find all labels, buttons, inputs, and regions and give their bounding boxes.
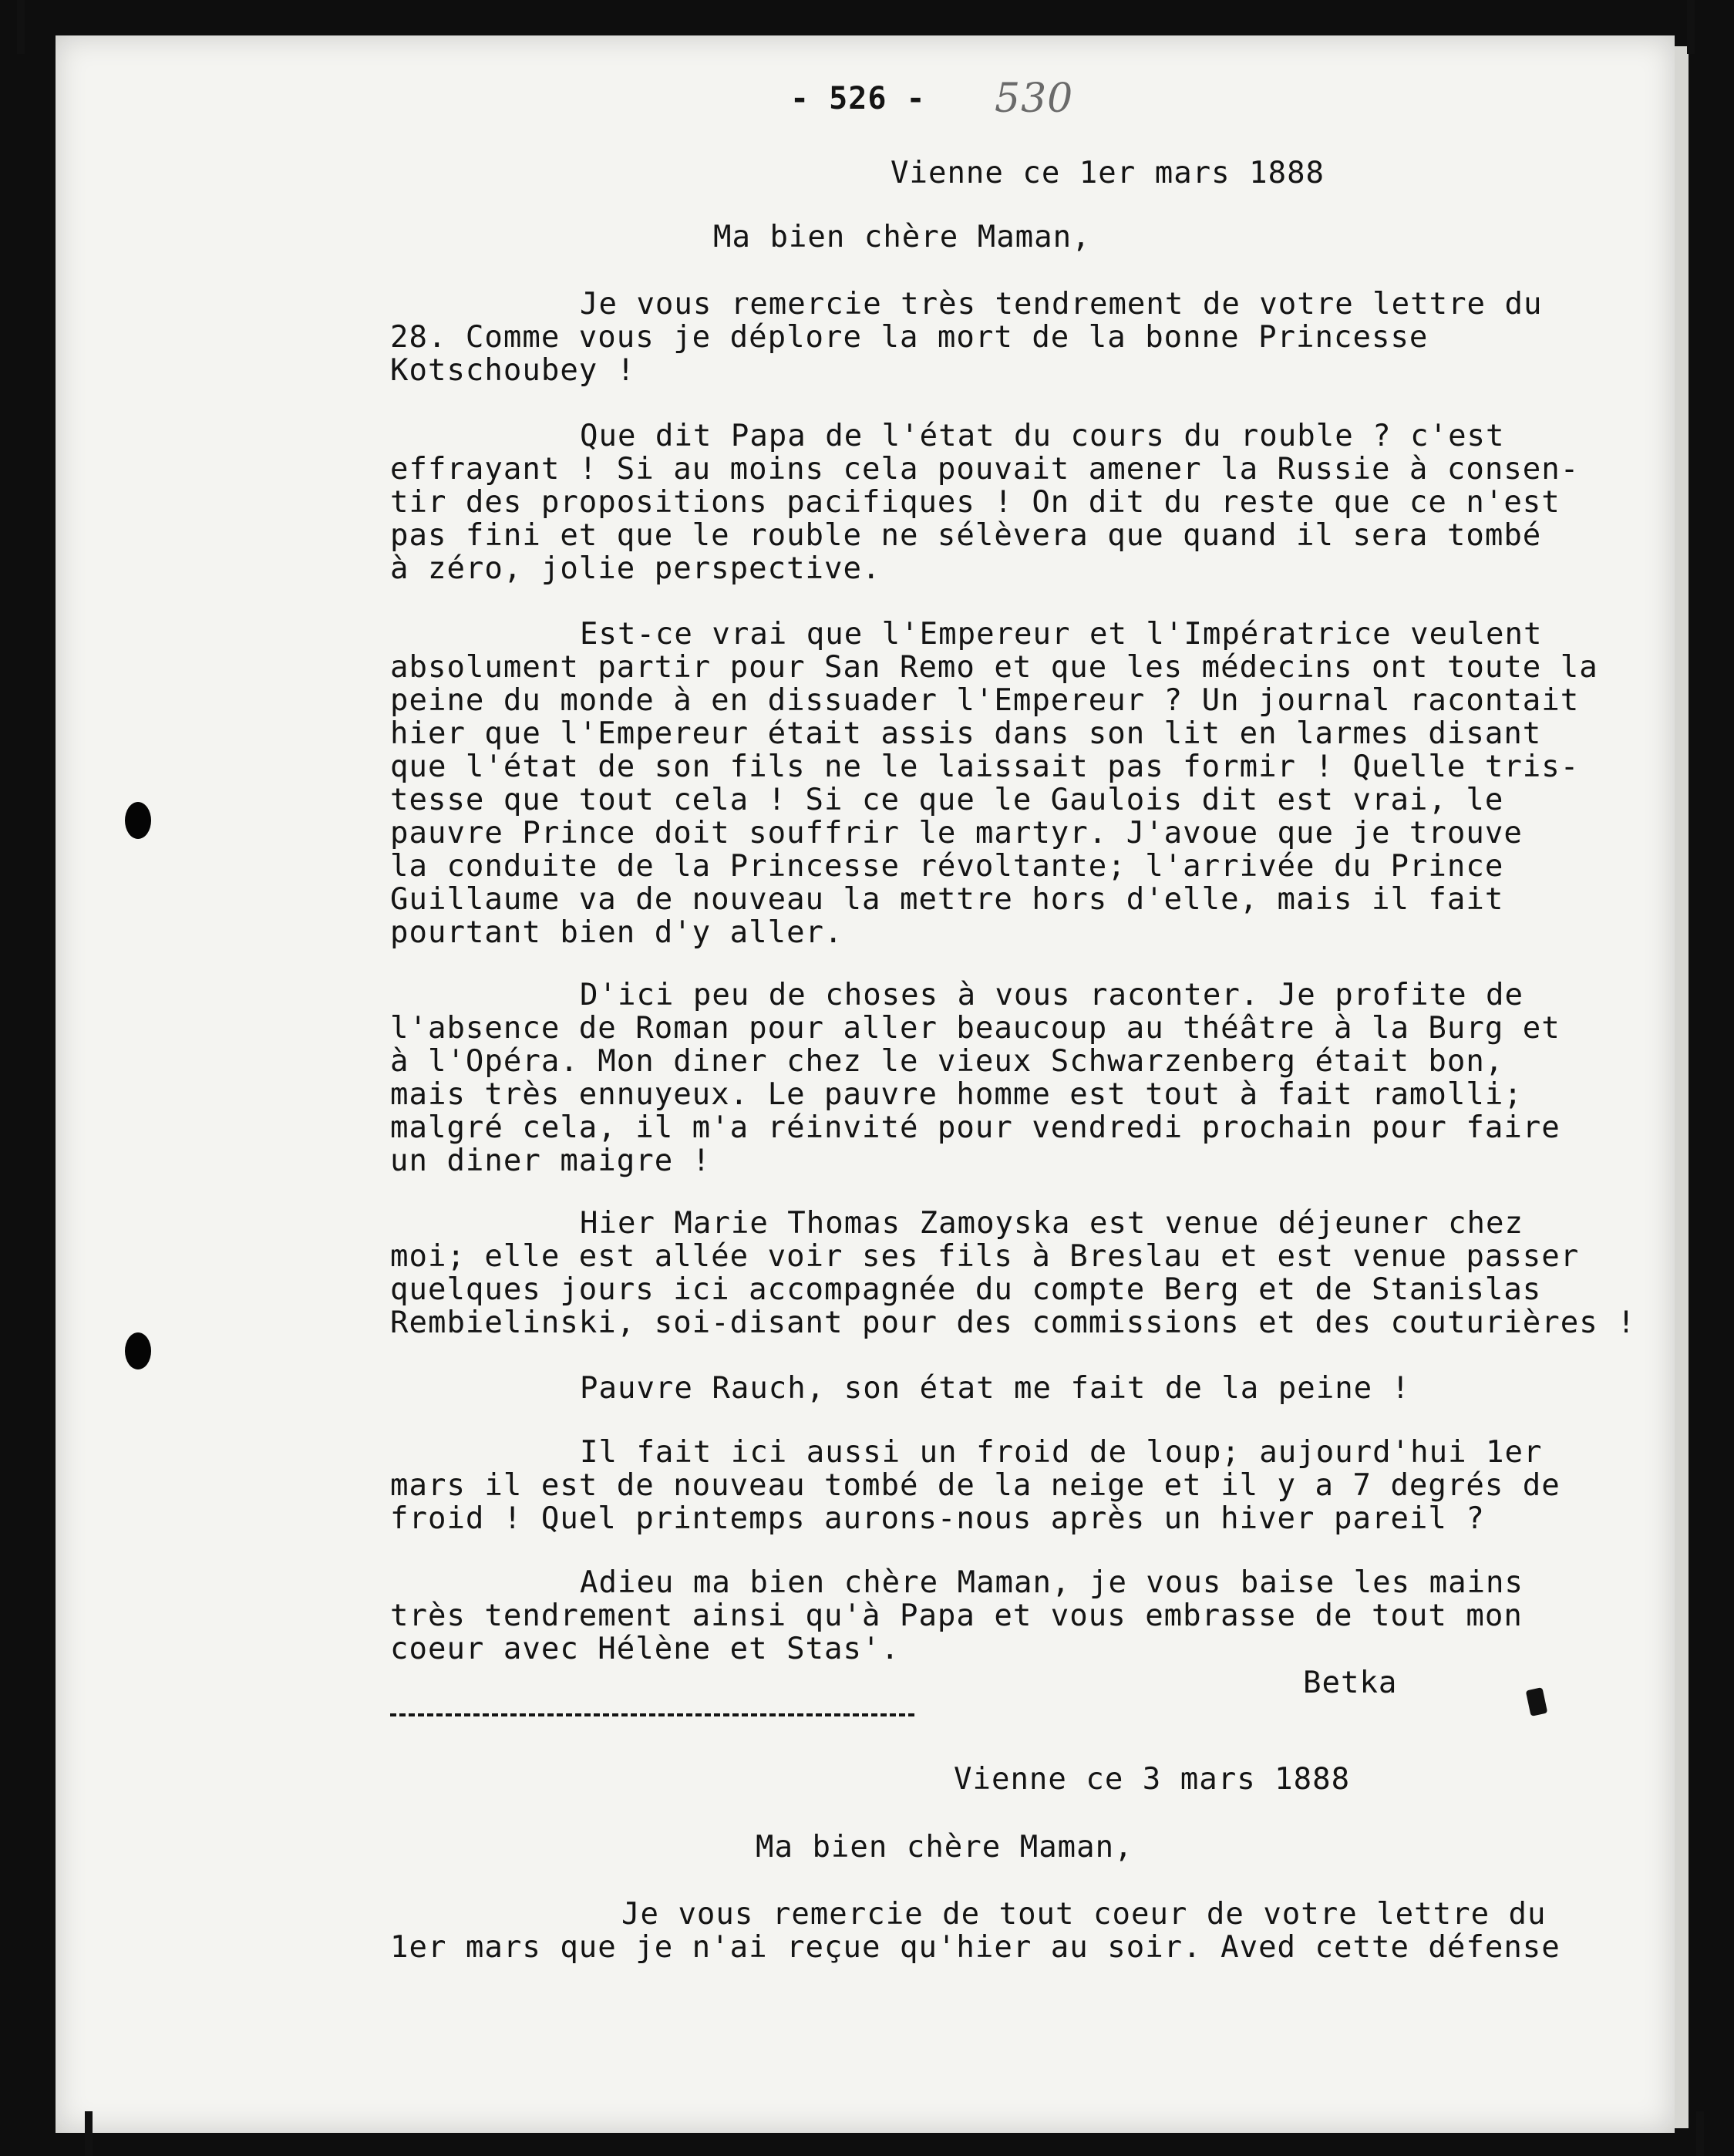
letter-1-line: Pauvre Rauch, son état me fait de la peine ! — [580, 1371, 1411, 1406]
letter-2-line: 1er mars que je n'ai reçue qu'hier au soir. Aved cette défense — [390, 1930, 1561, 1965]
letter-1-line: la conduite de la Princesse révoltante; l'arrivée du Prince — [390, 849, 1504, 884]
letter-1-line: Rembielinski, soi-disant pour des commissions et des couturières ! — [390, 1305, 1636, 1340]
letter-1-line: quelques jours ici accompagnée du compte Berg et de Stanislas — [390, 1272, 1542, 1307]
letter-1-line: à zéro, jolie perspective. — [390, 551, 881, 586]
letter-1-line: froid ! Quel printemps aurons-nous après un hiver pareil ? — [390, 1501, 1485, 1536]
letter-1-line: pauvre Prince doit souffrir le martyr. J'avoue que je trouve — [390, 816, 1523, 851]
salutation-letter-2: Ma bien chère Maman, — [756, 1830, 1133, 1865]
letter-1-line: malgré cela, il m'a réinvité pour vendredi prochain pour faire — [390, 1110, 1561, 1145]
letter-1-line: mars il est de nouveau tombé de la neige et il y a 7 degrés de — [390, 1468, 1561, 1503]
letter-1-line: pourtant bien d'y aller. — [390, 915, 843, 950]
dateline-letter-1: Vienne ce 1er mars 1888 — [891, 156, 1325, 190]
letter-1-line: à l'Opéra. Mon diner chez le vieux Schwarzenberg était bon, — [390, 1044, 1504, 1079]
letter-1-line: Guillaume va de nouveau la mettre hors d'elle, mais il fait — [390, 882, 1504, 917]
letter-2-line: Je vous remercie de tout coeur de votre lettre du — [621, 1897, 1547, 1932]
letter-1-line: mais très ennuyeux. Le pauvre homme est tout à fait ramolli; — [390, 1077, 1523, 1112]
signature: Betka — [1303, 1666, 1398, 1700]
letter-1-line: tir des propositions pacifiques ! On dit du reste que ce n'est — [390, 485, 1561, 520]
letter-1-line: coeur avec Hélène et Stas'. — [390, 1632, 900, 1666]
separator-rule — [390, 1713, 914, 1716]
letter-1-line: Hier Marie Thomas Zamoyska est venue déjeuner chez — [580, 1206, 1524, 1241]
letter-1-line: pas fini et que le rouble ne sélèvera que quand il sera tombé — [390, 518, 1542, 553]
typed-page-number: - 526 - — [790, 81, 926, 116]
letter-1-line: l'absence de Roman pour aller beaucoup au théâtre à la Burg et — [390, 1011, 1561, 1046]
salutation-letter-1: Ma bien chère Maman, — [713, 220, 1091, 254]
letter-1-line: Adieu ma bien chère Maman, je vous baise les mains — [580, 1565, 1524, 1600]
letter-1-line: absolument partir pour San Remo et que les médecins ont toute la — [390, 650, 1598, 685]
letter-1-line: Je vous remercie très tendrement de votre lettre du — [580, 287, 1543, 322]
letter-1-line: Que dit Papa de l'état du cours du rouble ? c'est — [580, 419, 1505, 453]
letter-1-line: très tendrement ainsi qu'à Papa et vous embrasse de tout mon — [390, 1598, 1523, 1633]
letter-1-line: D'ici peu de choses à vous raconter. Je profite de — [580, 978, 1524, 1012]
letter-1-line: Kotschoubey ! — [390, 353, 636, 388]
dateline-letter-2: Vienne ce 3 mars 1888 — [954, 1762, 1351, 1797]
letter-1-line: un diner maigre ! — [390, 1144, 712, 1178]
letter-1-line: tesse que tout cela ! Si ce que le Gaulois dit est vrai, le — [390, 783, 1504, 817]
letter-1-line: 28. Comme vous je déplore la mort de la bonne Princesse — [390, 320, 1429, 355]
handwritten-page-number: 530 — [995, 76, 1074, 122]
letter-1-line: effrayant ! Si au moins cela pouvait amener la Russie à consen- — [390, 452, 1580, 487]
letter-1-line: hier que l'Empereur était assis dans son lit en larmes disant — [390, 716, 1542, 751]
letter-1-line: moi; elle est allée voir ses fils à Breslau et est venue passer — [390, 1239, 1580, 1274]
letter-1-line: que l'état de son fils ne le laissait pas formir ! Quelle tris- — [390, 750, 1580, 784]
letter-1-line: Il fait ici aussi un froid de loup; aujourd'hui 1er — [580, 1435, 1543, 1470]
letter-1-line: Est-ce vrai que l'Empereur et l'Impératrice veulent — [580, 617, 1543, 652]
letter-1-line: peine du monde à en dissuader l'Empereur ? Un journal racontait — [390, 683, 1580, 718]
